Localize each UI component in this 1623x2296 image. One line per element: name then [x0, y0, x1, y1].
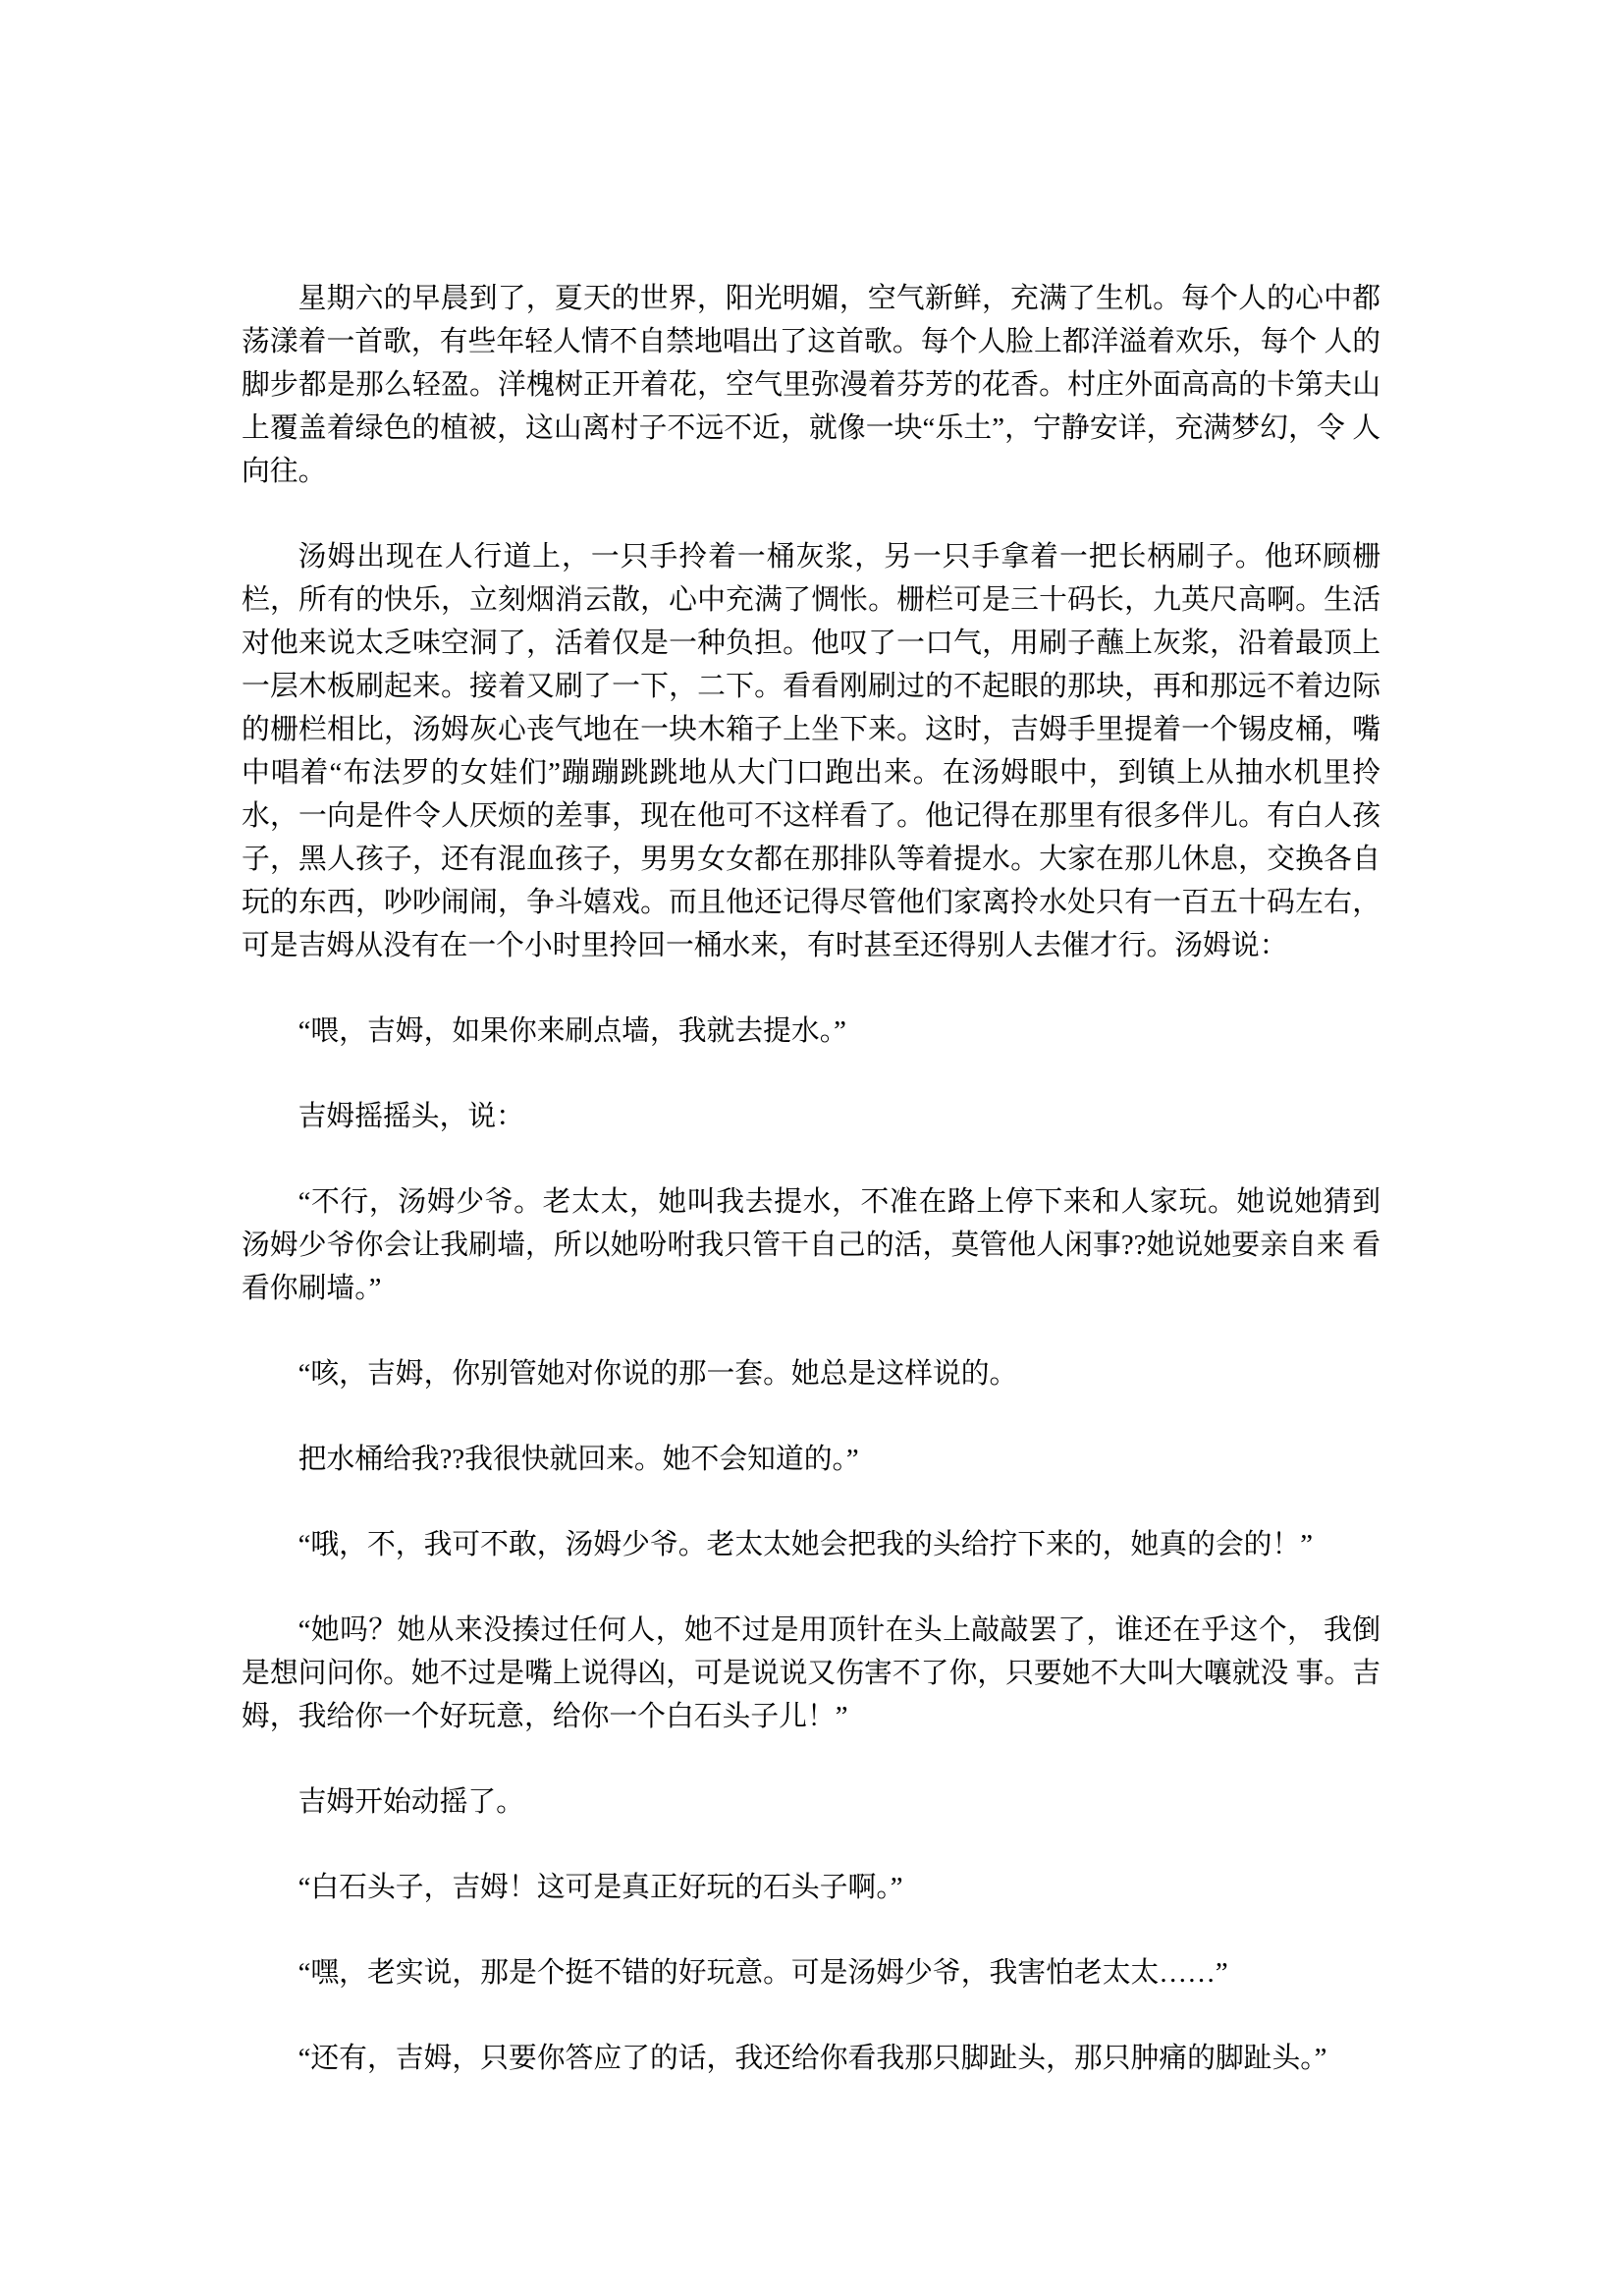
paragraph-dialogue-tom-reassure: “咳，吉姆，你别管她对你说的那一套。她总是这样说的。	[298, 1358, 1018, 1390]
paragraph-dialogue-tom-bucket: 把水桶给我??我很快就回来。她不会知道的。”	[298, 1444, 859, 1475]
paragraph-dialogue-jim-tempted: “嘿，老实说，那是个挺不错的好玩意。可是汤姆少爷，我害怕老太太……”	[298, 1957, 1228, 1989]
paragraph-narrative-saturday-morning: 星期六的早晨到了，夏天的世界，阳光明媚，空气新鲜，充满了生机。每个人的心中都 荡漾着一首歌，有些年轻人情不自禁地唱出了这首歌。每个人脸上都洋溢着欢乐，每个 人的 脚步都是那么轻盈。洋槐树正开着花，空气里弥漫着芬芳的花香。村庄外面高高的卡第夫山 上覆盖着绿色的植被，这山离村子不远不近，就像一块“乐土”，宁静安详，充满梦幻，令 人向往。	[242, 283, 1380, 487]
paragraph-dialogue-sore-toe: “还有，吉姆，只要你答应了的话，我还给你看我那只脚趾头，那只肿痛的脚趾头。”	[298, 2043, 1327, 2074]
paragraph-narrative-jim-waver: 吉姆开始动摇了。	[298, 1786, 524, 1818]
paragraph-narrative-tom-fence: 汤姆出现在人行道上，一只手拎着一桶灰浆，另一只手拿着一把长柄刷子。他环顾栅 栏，所有的快乐，立刻烟消云散，心中充满了惆怅。栅栏可是三十码长，九英尺高啊。生活 对他来说太乏味空洞了，活着仅是一种负担。他叹了一口气，用刷子蘸上灰浆，沿着最顶上 一层木板刷起来。接着又刷了一下，二下。看看刚刷过的不起眼的那块，再和那远不着边际 的栅栏相比，汤姆灰心丧气地在一块木箱子上坐下来。这时，吉姆手里提着一个锡皮桶，嘴 中唱着“布法罗的女娃们”蹦蹦跳跳地从大门口跑出来。在汤姆眼中，到镇上从抽水机里拎 水，一向是件令人厌烦的差事，现在他可不这样看了。他记得在那里有很多伴儿。有白人孩 子，黑人孩子，还有混血孩子，男男女女都在那排队等着提水。大家在那儿休息，交换各自 玩的东西，吵吵闹闹，争斗嬉戏。而且他还记得尽管他们家离拎水处只有一百五十码左右， 可是吉姆从没有在一个小时里拎回一桶水来，有时甚至还得别人去催才行。汤姆说：	[242, 541, 1380, 961]
paragraph-dialogue-jim-fear: “哦，不，我可不敢，汤姆少爷。老太太她会把我的头给拧下来的，她真的会的！”	[298, 1529, 1314, 1560]
paragraph-dialogue-white-marble: “白石头子，吉姆！这可是真正好玩的石头子啊。”	[298, 1872, 903, 1903]
paragraph-narrative-jim-shakes-head: 吉姆摇摇头，说：	[298, 1101, 524, 1132]
paragraph-dialogue-tom-offer: “喂，吉姆，如果你来刷点墙，我就去提水。”	[298, 1015, 846, 1047]
document-body	[242, 277, 1380, 2080]
paragraph-dialogue-tom-thimble: “她吗？她从来没揍过任何人，她不过是用顶针在头上敲敲罢了，谁还在乎这个， 我倒是想问问你。她不过是嘴上说得凶，可是说说又伤害不了你，只要她不大叫大嚷就没 事。吉姆，我给你一个好玩意，给你一个白石头子儿！”	[242, 1614, 1380, 1732]
paragraph-dialogue-jim-refusal: “不行，汤姆少爷。老太太，她叫我去提水，不准在路上停下来和人家玩。她说她猜到汤姆少爷你会让我刷墙，所以她吩咐我只管干自己的活，莫管他人闲事??她说她要亲自来 看看你刷墙。”	[242, 1186, 1380, 1304]
